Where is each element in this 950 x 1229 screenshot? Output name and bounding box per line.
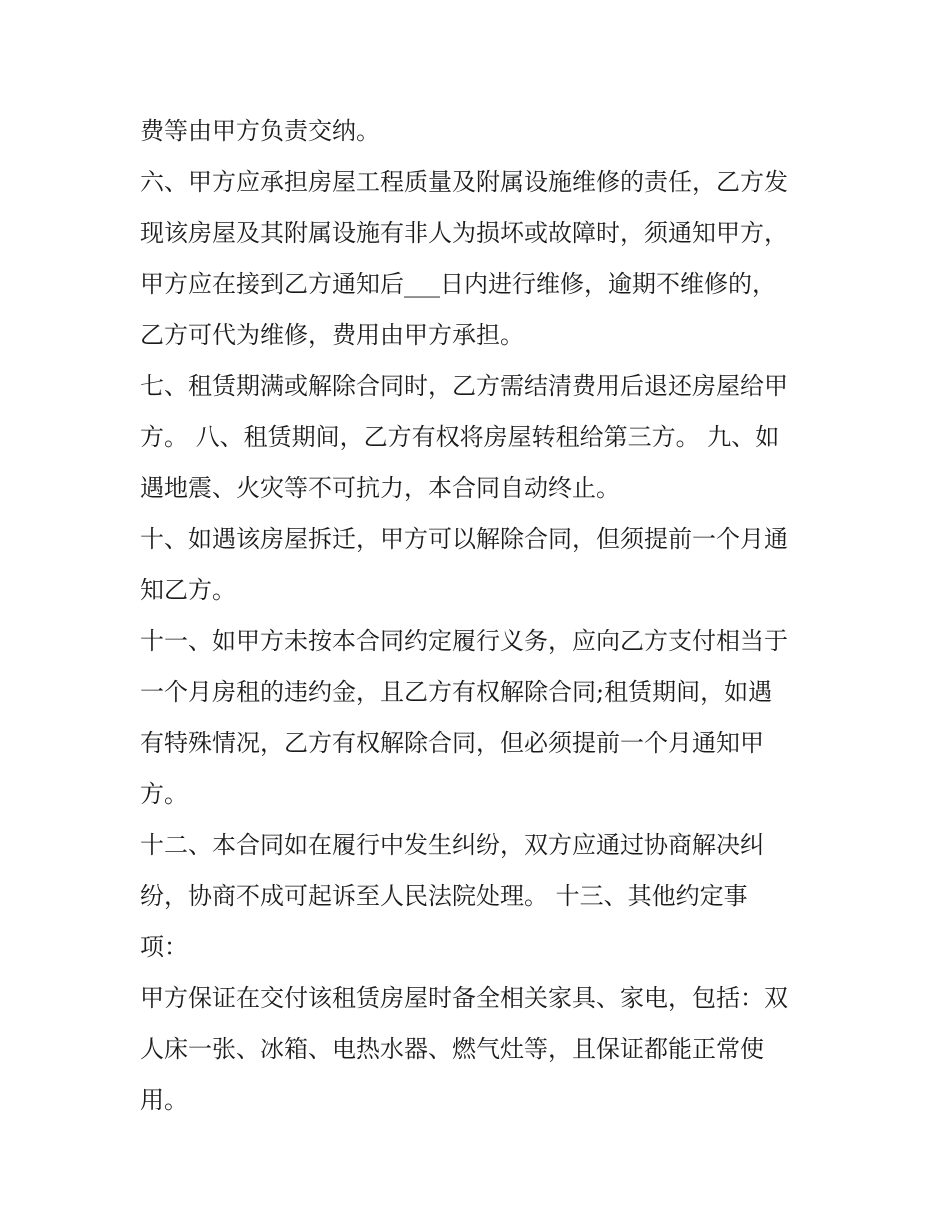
text-line: 甲方应在接到乙方通知后___日内进行维修，逾期不维修的，: [140, 270, 776, 298]
text-line: 十二、本合同如在履行中发生纠纷，双方应通过协商解决纠: [140, 831, 764, 859]
text-line: 现该房屋及其附属设施有非人为损坏或故障时，须通知甲方，: [140, 219, 788, 247]
text-line: 遇地震、火灾等不可抗力，本合同自动终止。: [140, 474, 620, 502]
text-line: 知乙方。: [140, 576, 236, 604]
text-line: 纷，协商不成可起诉至人民法院处理。 十三、其他约定事: [140, 882, 748, 910]
text-line: 费等由甲方负责交纳。: [140, 117, 380, 145]
text-line: 十、如遇该房屋拆迁，甲方可以解除合同，但须提前一个月通: [140, 525, 788, 553]
text-line: 六、甲方应承担房屋工程质量及附属设施维修的责任，乙方发: [140, 168, 788, 196]
text-line: 一个月房租的违约金，且乙方有权解除合同;租赁期间，如遇: [140, 678, 773, 706]
text-line: 有特殊情况，乙方有权解除合同，但必须提前一个月通知甲: [140, 729, 764, 757]
text-line: 项：: [140, 933, 188, 961]
text-line: 七、租赁期满或解除合同时，乙方需结清费用后退还房屋给甲: [140, 372, 788, 400]
contract-text-body: [140, 106, 820, 1126]
text-line: 乙方可代为维修，费用由甲方承担。: [140, 321, 524, 349]
text-line: 用。: [140, 1086, 188, 1114]
text-line: 十一、如甲方未按本合同约定履行义务，应向乙方支付相当于: [140, 627, 788, 655]
text-line: 方。 八、租赁期间，乙方有权将房屋转租给第三方。 九、如: [140, 423, 780, 451]
text-line: 方。: [140, 780, 188, 808]
text-line: 甲方保证在交付该租赁房屋时备全相关家具、家电，包括：双: [140, 984, 788, 1012]
text-line: 人床一张、冰箱、电热水器、燃气灶等，且保证都能正常使: [140, 1035, 764, 1063]
